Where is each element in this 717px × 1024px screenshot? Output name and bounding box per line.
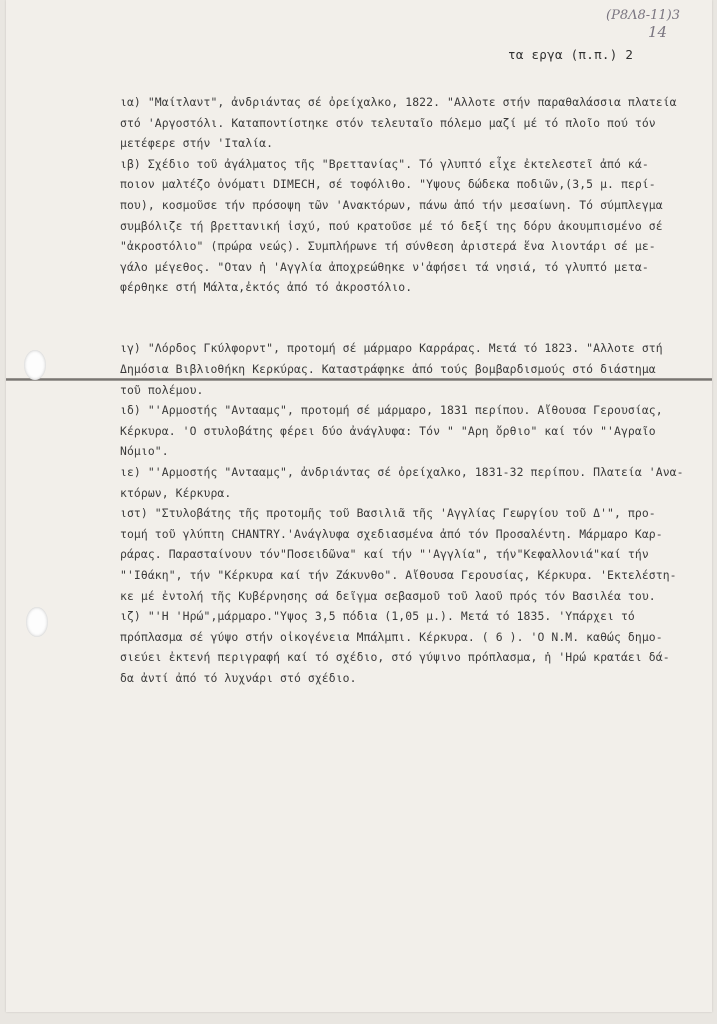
text-line: μετέφερε στήν 'Ιταλία.: [120, 136, 274, 151]
punch-hole-lower: [26, 607, 48, 637]
punch-hole-upper: [24, 350, 46, 380]
paragraph: [120, 462, 694, 503]
text-line: ιε) "'Αρμοστής "Αντααμς", ἀνδριάντας σέ ὀρείχαλκο, 1831-32 περίπου. Πλατεία 'Ανα-: [120, 465, 684, 479]
text-line: "'Ιθάκη", τήν "Κέρκυρα καί τήν Ζάκυνθο". Αἴθουσα Γερουσίας, Κέρκυρα. 'Εκτελέστη-: [120, 567, 677, 582]
text-line: πρόπλασμα σέ γύψο στήν οἰκογένεια Μπάλμπι. Κέρκυρα. ( 6 ). 'Ο Ν.Μ. καθώς δημο-: [120, 629, 663, 644]
handwritten-page-number: 14: [648, 23, 668, 41]
text-line: Νόμιο".: [120, 444, 169, 459]
text-line: κε μέ ἐντολή τῆς Κυβέρνησης σά δεῖγμα σεβασμοῦ τοῦ λαοῦ πρός τόν Βασιλέα του.: [120, 588, 656, 603]
text-line: στό 'Αργοστόλι. Καταποντίστηκε στόν τελευταῖο πόλεμο μαζί μέ τό πλοῖο πού τόν: [120, 115, 656, 130]
text-line: γάλο μέγεθος. "Οταν ἡ 'Αγγλία ἀποχρεώθηκε ν'ἀφήσει τά νησιά, τό γλυπτό μετα-: [120, 259, 649, 274]
text-line: ιγ) "Λόρδος Γκύλφορντ", προτομή σέ μάρμαρο Καρράρας. Μετά τό 1823. "Αλλοτε στή: [120, 341, 663, 356]
archive-reference: [606, 8, 706, 40]
text-line: ια) "Μαίτλαντ", ἀνδριάντας σέ ὀρείχαλκο, 1822. "Αλλοτε στήν παραθαλάσσια πλατεία: [120, 95, 677, 109]
text-line: ιδ) "'Αρμοστής "Αντααμς", προτομή σέ μάρμαρο, 1831 περίπου. Αἴθουσα Γερουσίας,: [120, 403, 663, 418]
paragraph: [120, 400, 694, 462]
text-line: τοῦ πολέμου.: [120, 382, 204, 397]
text-line: τομή τοῦ γλύπτη CHANTRY.'Ανάγλυφα σχεδιασμένα ἀπό τόν Προσαλέντη. Μάρμαρο Καρ-: [120, 526, 663, 541]
text-line: ιβ) Σχέδιο τοῦ ἀγάλματος τῆς "Βρεττανίας". Τό γλυπτό εἶχε ἐκτελεστεῖ ἀπό κά-: [120, 156, 649, 171]
text-line: ιστ) "Στυλοβάτης τῆς προτομῆς τοῦ Βασιλιᾶ τῆς 'Αγγλίας Γεωργίου τοῦ Δ'", προ-: [120, 506, 656, 521]
section-upper: [120, 92, 694, 298]
text-line: δα ἀντί ἀπό τό λυχνάρι στό σχέδιο.: [120, 670, 357, 685]
page-header: τα εργα (π.π.) 2: [508, 47, 634, 62]
text-line: κτόρων, Κέρκυρα.: [120, 485, 232, 500]
text-line: που), κοσμοῦσε τήν πρόσοψη τῶν 'Ανακτόρων, πάνω ἀπό τήν μεσαίωνη. Τό σύμπλεγμα: [120, 197, 663, 212]
text-line: σιεύει ἐκτενή περιγραφή καί τό σχέδιο, στό γύψινο πρόπλασμα, ἡ 'Ηρώ κρατάει δά-: [120, 650, 670, 665]
paragraph: [120, 338, 694, 400]
section-lower: [120, 338, 694, 688]
text-line: "ἀκροστόλιο" (πρώρα νεώς). Συμπλήρωνε τή σύνθεση ἀριστερά ἕνα λιοντάρι σέ με-: [120, 239, 656, 254]
paragraph: [120, 92, 694, 154]
archive-code: (Ρ8Λ8-11)3: [606, 8, 681, 23]
document-body: [120, 92, 694, 689]
text-line: συμβόλιζε τή βρεττανική ἰσχύ, πού κρατοῦσε μέ τό δεξί της δόρυ ἀκουμπισμένο σέ: [120, 218, 663, 233]
document-page: [6, 0, 712, 1012]
paragraph: [120, 154, 694, 298]
text-line: Κέρκυρα. 'Ο στυλοβάτης φέρει δύο ἀνάγλυφα: Τόν " "Αρη ὄρθιο" καί τόν "'Αγραῖο: [120, 423, 656, 438]
text-line: ιζ) "'Η 'Ηρώ",μάρμαρο."Υψος 3,5 πόδια (1,05 μ.). Μετά τό 1835. 'Υπάρχει τό: [120, 609, 635, 624]
text-line: ράρας. Παρασταίνουν τόν"Ποσειδῶνα" καί τήν "'Αγγλία", τήν"Κεφαλλονιά"καί τήν: [120, 547, 649, 562]
text-line: Δημόσια Βιβλιοθήκη Κερκύρας. Καταστράφηκε ἀπό τούς βομβαρδισμούς στό διάστημα: [120, 362, 656, 377]
text-line: φέρθηκε στή Μάλτα,ἐκτός ἀπό τό ἀκροστόλιο.: [120, 280, 413, 295]
paragraph: [120, 503, 694, 606]
paragraph: [120, 606, 694, 688]
text-line: ποιον μαλτέζο ὀνόματι DIMECH, σέ τοφόλιθο. "Υψους δώδεκα ποδιῶν,(3,5 μ. περί-: [120, 177, 656, 192]
